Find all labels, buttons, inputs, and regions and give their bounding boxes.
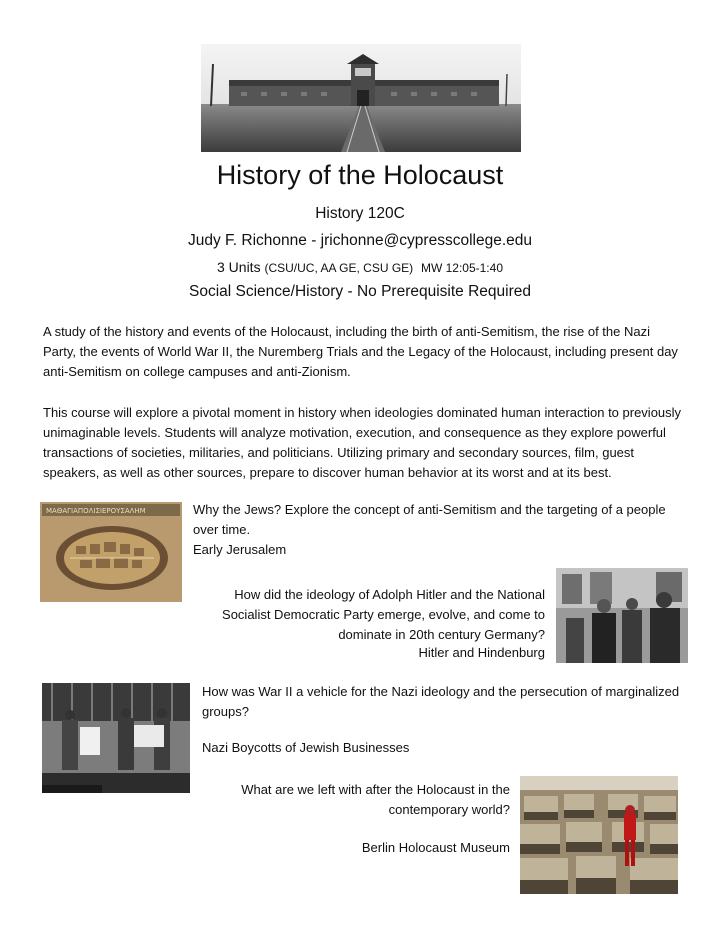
map-label: ΜΑΘΑΓΙΑΠΟΛΙΣΙΕΡΟΥΣΑΛΗΜ: [46, 507, 146, 515]
nazi-boycott-photo: [42, 683, 190, 793]
berlin-memorial-photo: [520, 776, 678, 894]
section-4-caption: Berlin Holocaust Museum: [361, 840, 510, 855]
jerusalem-map-photo: [40, 502, 182, 602]
section-1-question: Why the Jews? Explore the concept of anti-Semitism and the targeting of a people over time.: [193, 502, 666, 537]
section-2-caption: Hitler and Hindenburg: [418, 645, 545, 660]
units-main: 3 Units: [217, 259, 261, 275]
schedule: MW 12:05-1:40: [420, 261, 503, 275]
course-number: History 120C: [315, 205, 405, 222]
course-title: History of the Holocaust: [216, 160, 504, 190]
units-line: [0, 259, 720, 275]
units-detail: (CSU/UC, AA GE, CSU GE): [264, 261, 414, 275]
description-paragraph-1: A study of the history and events of the Holocaust, including the birth of anti-Semitism, the rise of the Nazi Party, the events of World War II, the Nuremberg Trials and the Legacy of the Holocaust, including present day anti-Semitism on college campuses and anti-Zionism.: [43, 324, 678, 379]
section-2-question: How did the ideology of Adolph Hitler and the National Socialist Democratic Party emerge, evolve, and come to dominate in 20th century Germany?: [222, 587, 545, 642]
section-3-question: How was War II a vehicle for the Nazi ideology and the persecution of marginalized groups?: [202, 684, 680, 719]
section-1-caption: Early Jerusalem: [193, 542, 287, 557]
description-paragraph-2: This course will explore a pivotal moment in history when ideologies dominated human interaction to previously unimaginable levels. Students will analyze motivation, execution, and consequence as they explore powerful transactions of societies, militaries, and politicians. Utilizing primary and secondary sources, film, guest speakers, as well as other sources, prepare to discover human behavior at its worst and at its best.: [43, 405, 682, 480]
header-photo: [201, 44, 521, 152]
section-3-caption: Nazi Boycotts of Jewish Businesses: [202, 740, 410, 755]
hitler-hindenburg-photo: [556, 568, 688, 663]
instructor-contact: Judy F. Richonne - jrichonne@cypresscollege.edu: [188, 232, 532, 249]
section-4-question: What are we left with after the Holocaust in the contemporary world?: [241, 782, 510, 817]
course-category: Social Science/History - No Prerequisite Required: [188, 283, 531, 300]
